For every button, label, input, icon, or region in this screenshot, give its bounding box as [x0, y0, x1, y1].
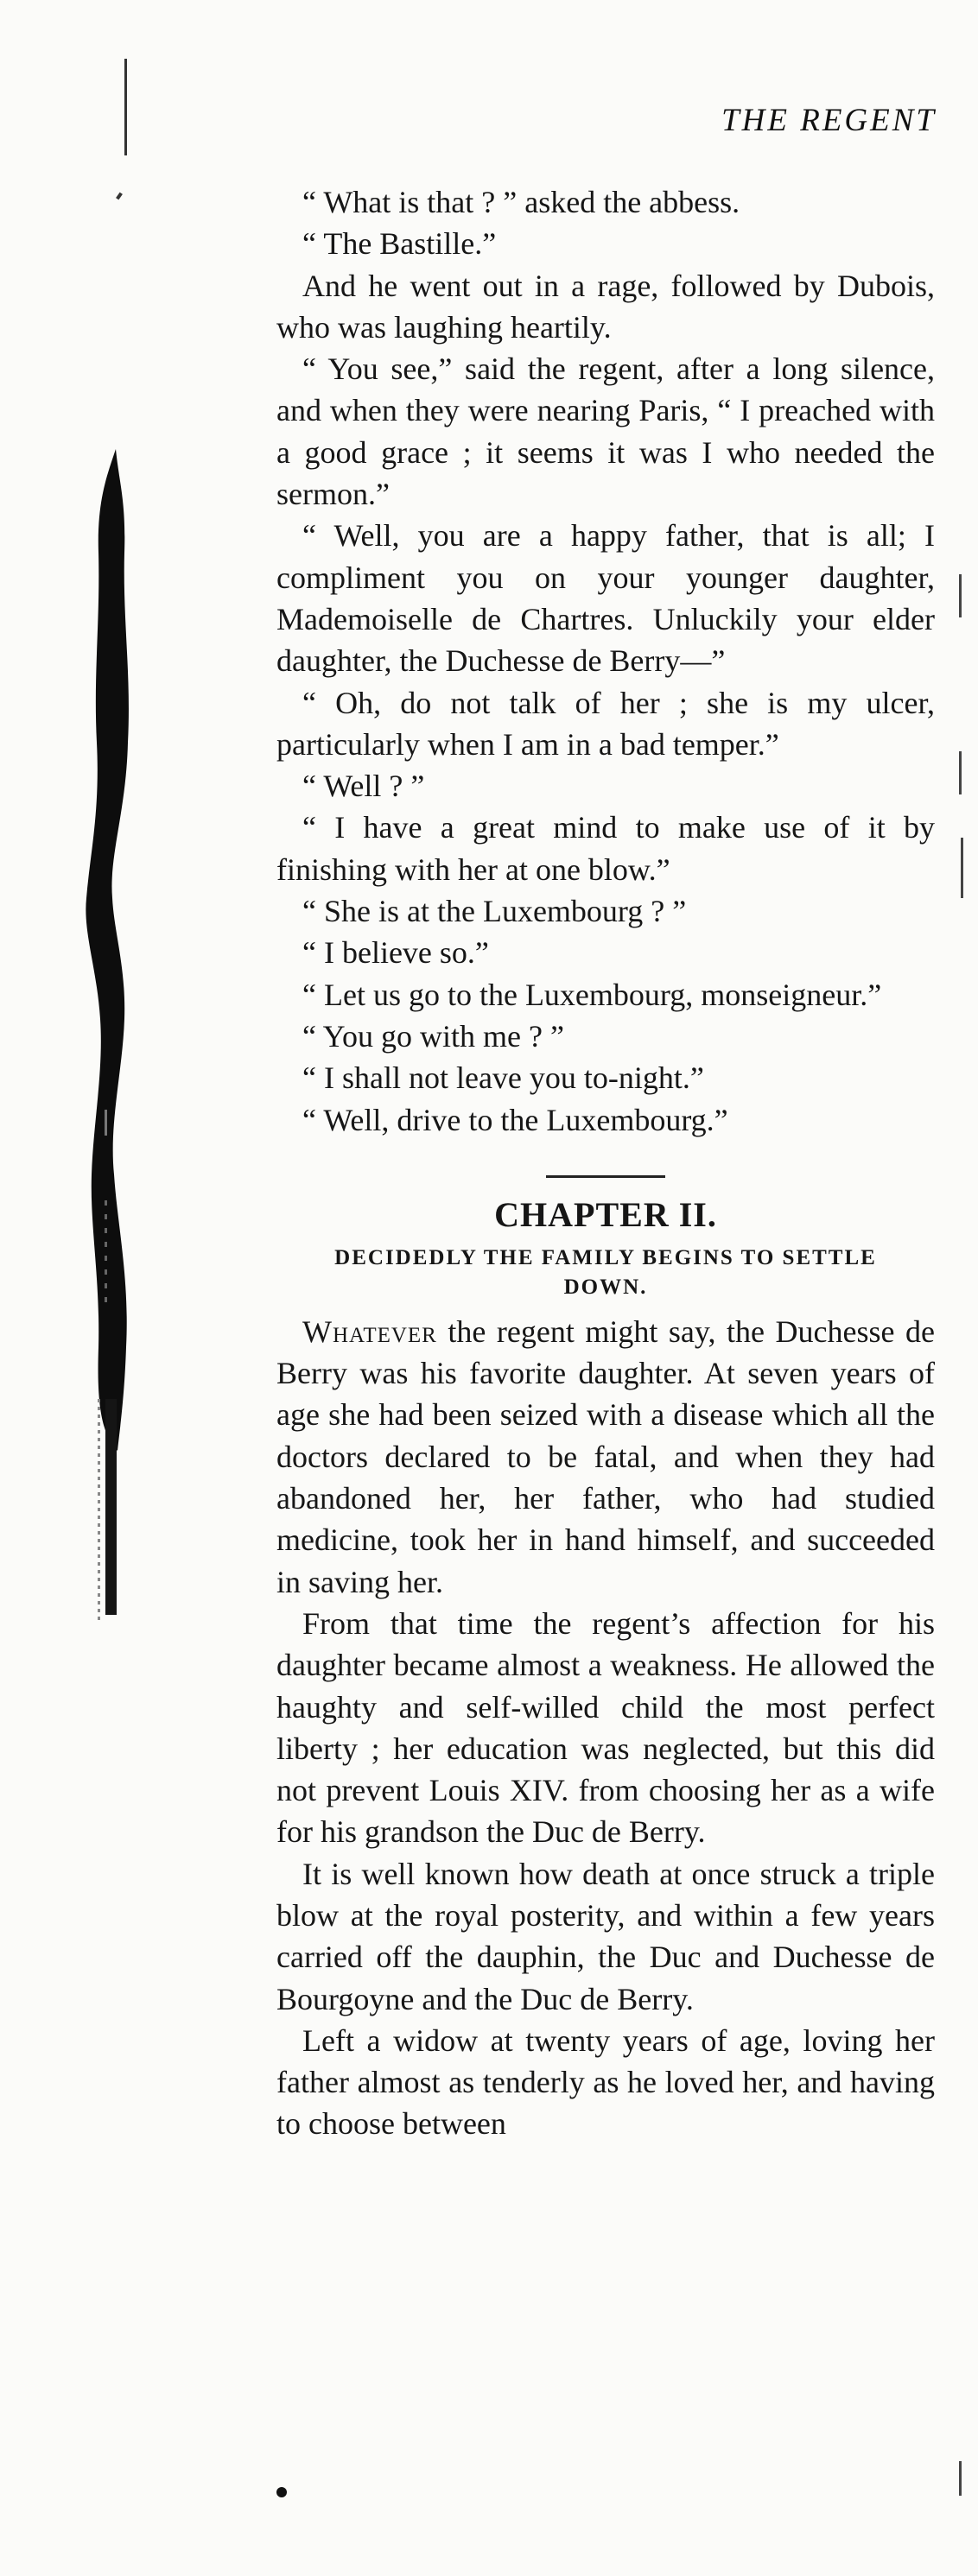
- right-margin-mark: [961, 838, 963, 898]
- paragraph: It is well known how death at once struck a triple blow at the royal posterity, and within a few years carried off the dauphin, the Duc and Duchesse de Bourgoyne and the Duc de Berry.: [276, 1856, 935, 2016]
- binding-faint-mark: [105, 1110, 107, 1136]
- right-margin-mark: [959, 751, 962, 794]
- dialogue-line: “ What is that ? ” asked the abbess.: [302, 185, 740, 219]
- dialogue-line: “ Let us go to the Luxembourg, monseigneur.”: [302, 977, 882, 1012]
- binding-dotted-mark: [105, 1200, 107, 1308]
- binding-dark-bar: [105, 1399, 117, 1615]
- binding-blot: [74, 449, 152, 1451]
- chapter-title: CHAPTER II.: [494, 1194, 717, 1234]
- dialogue-line: “ You see,” said the regent, after a long silence, and when they were nearing Paris, “ I preached with a good grace ; it seems it was I who needed the sermon.”: [276, 351, 935, 512]
- dialogue-line: “ I believe so.”: [302, 935, 489, 971]
- paragraph: [276, 1311, 935, 1603]
- dialogue-line: “ Well, you are a happy father, that is all; I compliment you on your younger daughter, Mademoiselle de Chartres. Unluckily your elder daughter, the Duchesse de Berry—”: [276, 518, 935, 679]
- opening-word: Whatever: [302, 1313, 437, 1349]
- dialogue-line: “ Oh, do not talk of her ; she is my ulcer, particularly when I am in a bad temper.”: [276, 685, 935, 762]
- dialogue-line: “ The Bastille.”: [302, 226, 497, 262]
- text-column: [276, 181, 935, 2145]
- dialogue-line: “ Well ? ”: [302, 769, 425, 804]
- paragraph: Left a widow at twenty years of age, loving her father almost as tenderly as he loved her, and having to choose between: [276, 2022, 935, 2142]
- ink-dot: [276, 2487, 287, 2497]
- dialogue-line: “ You go with me ? ”: [302, 1018, 564, 1054]
- section-divider: [546, 1175, 665, 1178]
- binding-mark: [116, 193, 123, 200]
- dialogue-line: “ Well, drive to the Luxembourg.”: [302, 1102, 728, 1137]
- paragraph-text: the regent might say, the Duchesse de Berry was his favorite daughter. At seven years of age she had been seized with a disease which all the doctors declared to be fatal, and when they had abandoned her, her father, who had studied medicine, took her in hand himself, and succeeded in saving her.: [276, 1313, 935, 1599]
- dialogue-line: “ I shall not leave you to-night.”: [302, 1060, 704, 1096]
- dialogue-line: “ I have a great mind to make use of it by finishing with her at one blow.”: [276, 810, 935, 887]
- binding-bar-edge: [98, 1399, 100, 1623]
- dialogue-line: “ She is at the Luxembourg ? ”: [302, 894, 687, 929]
- running-head: THE REGENT: [721, 103, 937, 138]
- binding-edge-line: [124, 59, 127, 155]
- right-margin-mark: [959, 2461, 962, 2496]
- right-margin-mark: [959, 574, 962, 617]
- paragraph: From that time the regent’s affection for his daughter became almost a weakness. He allowed the haughty and self-willed child the most perfect liberty ; her education was neglected, but this did not prevent Louis XIV. from choosing her as a wife for his grandson the Duc de Berry.: [276, 1605, 935, 1850]
- paragraph: And he went out in a rage, followed by Dubois, who was laughing heartily.: [276, 268, 935, 345]
- chapter-subtitle: DECIDEDLY THE FAMILY BEGINS TO SETTLE DOWN.: [334, 1245, 877, 1299]
